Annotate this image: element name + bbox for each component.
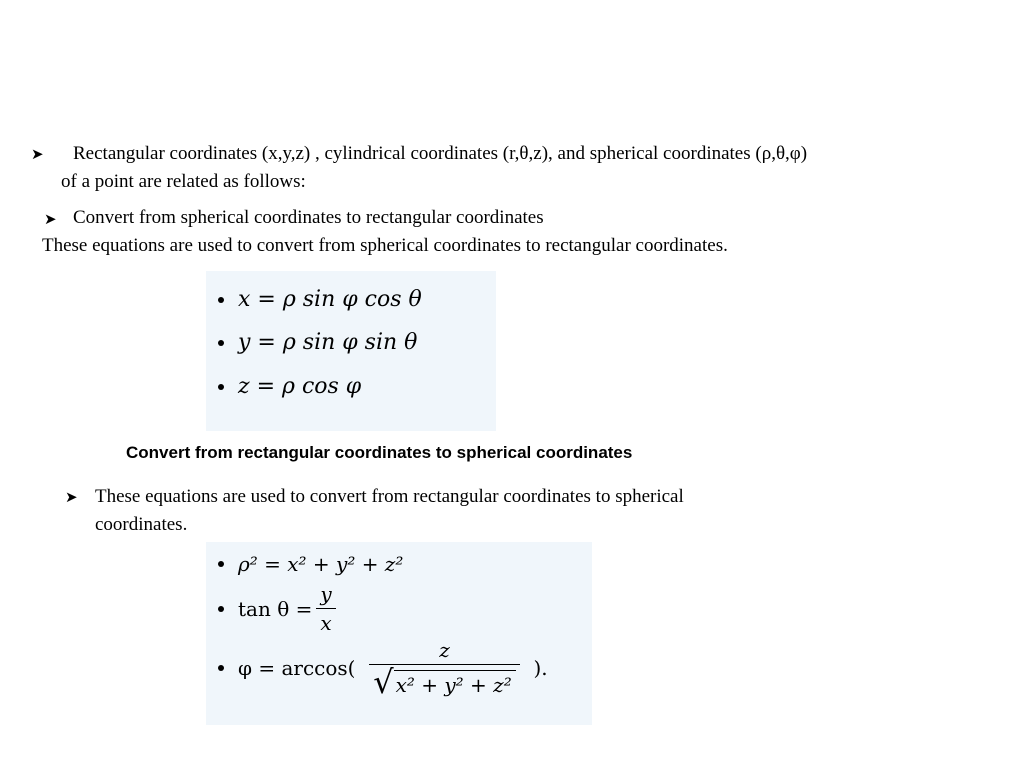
formula-rho-squared	[214, 552, 403, 576]
formula-tan-theta	[214, 582, 340, 635]
arrow-bullet-icon: ➤	[65, 488, 78, 506]
formula-z: z = ρ cos φ	[214, 374, 361, 399]
dot-bullet-icon	[218, 384, 224, 390]
intro-line-1: Rectangular coordinates (x,y,z) , cylindrical coordinates (r,θ,z), and spherical coordinates (ρ,θ,φ)	[73, 143, 808, 164]
section2-description-line-1: These equations are used to convert from rectangular coordinates to spherical	[95, 486, 684, 507]
formula-tan-lhs: tan θ =	[238, 596, 313, 621]
formula-x: x = ρ sin φ cos θ	[214, 287, 422, 312]
dot-bullet-icon	[218, 297, 224, 303]
fraction-denominator	[369, 663, 520, 701]
arrow-bullet-icon: ➤	[44, 210, 57, 228]
formula-y-lhs: y	[238, 330, 251, 355]
formula-z-lhs: z	[238, 374, 250, 399]
dot-bullet-icon	[218, 561, 224, 567]
fraction-denominator: x	[316, 608, 335, 635]
fraction-y-over-x	[316, 582, 335, 635]
dot-bullet-icon	[218, 340, 224, 346]
formula-box-rectangular-to-spherical	[206, 542, 592, 725]
sqrt-radicand: x² + y² + z²	[394, 670, 516, 697]
formula-phi-lhs: φ = arccos(	[238, 656, 356, 680]
section1-heading: Convert from spherical coordinates to rectangular coordinates	[73, 207, 544, 228]
section2-heading: Convert from rectangular coordinates to spherical coordinates	[126, 443, 633, 462]
formula-y: y = ρ sin φ sin θ	[214, 330, 417, 355]
fraction-numerator: z	[439, 638, 450, 662]
dot-bullet-icon	[218, 606, 224, 612]
section2-description-line-2: coordinates.	[95, 514, 188, 535]
formula-phi-tail: ).	[533, 656, 548, 680]
formula-y-rhs: ρ sin φ sin θ	[282, 330, 418, 355]
formula-x-lhs: x	[238, 287, 251, 312]
intro-line-2: of a point are related as follows:	[61, 171, 306, 192]
section1-description: These equations are used to convert from spherical coordinates to rectangular coordinates.	[42, 235, 728, 256]
square-root-icon: √ x² + y² + z²	[373, 667, 516, 697]
arrow-bullet-icon: ➤	[31, 145, 44, 163]
dot-bullet-icon	[218, 665, 224, 671]
fraction-z-over-sqrt	[359, 638, 529, 701]
fraction-numerator: y	[320, 582, 332, 606]
formula-x-rhs: ρ sin φ cos θ	[282, 287, 422, 312]
formula-z-rhs: ρ cos φ	[282, 374, 362, 399]
formula-phi	[214, 638, 548, 701]
formula-box-spherical-to-rectangular	[206, 271, 496, 431]
formula-rho-squared-text: ρ² = x² + y² + z²	[238, 552, 404, 576]
